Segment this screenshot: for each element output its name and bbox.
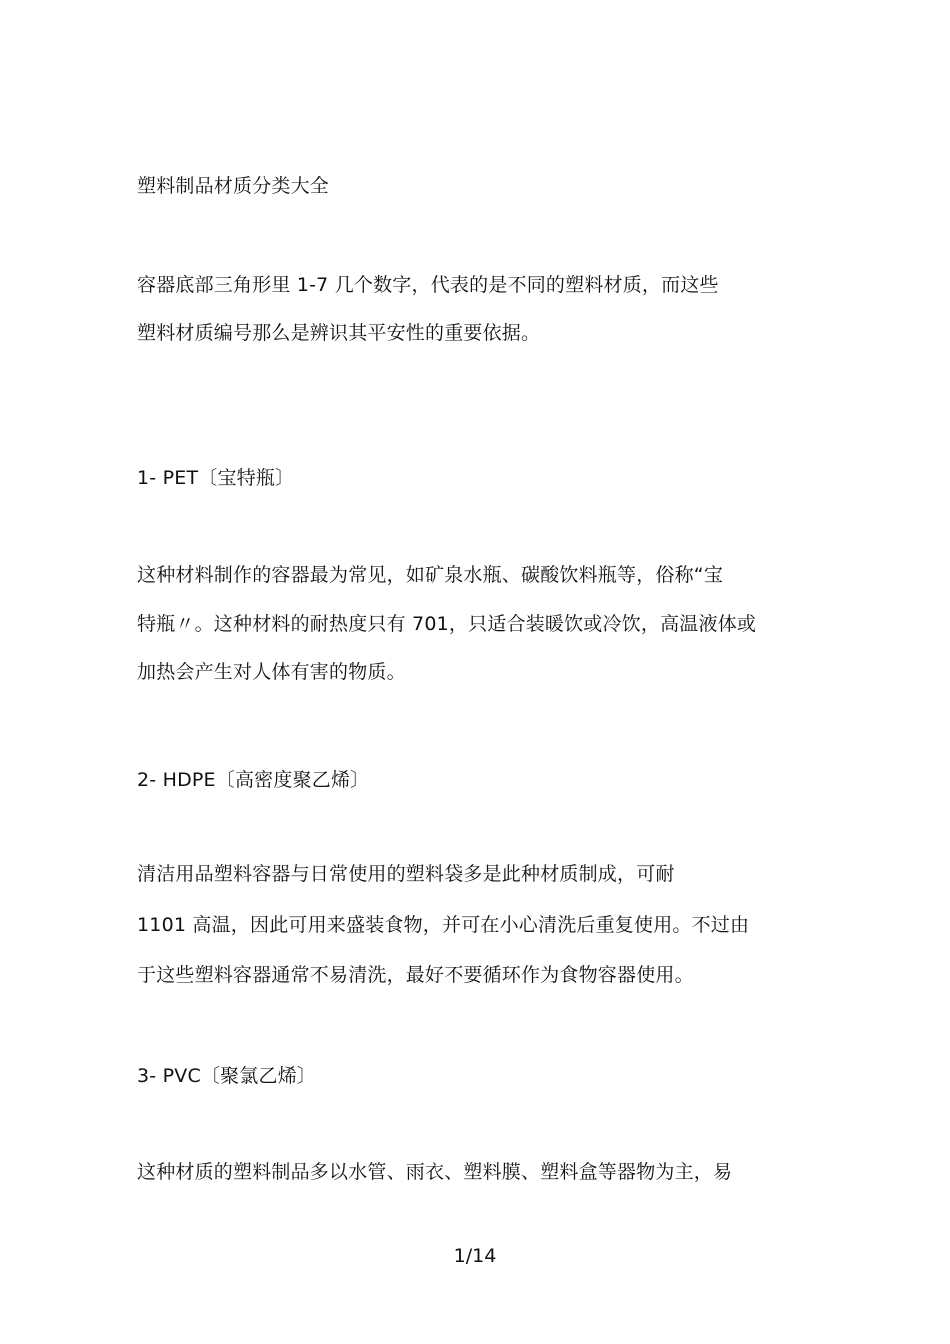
page-number: 1/14 bbox=[453, 1245, 497, 1267]
section-2-body-line-2: 1101 高温，因此可用来盛装食物，并可在小心清洗后重复使用。不过由 bbox=[137, 914, 750, 936]
intro-line-1: 容器底部三角形里 1-7 几个数字，代表的是不同的塑料材质，而这些 bbox=[137, 274, 719, 296]
intro-line-2: 塑料材质编号那么是辨识其平安性的重要依据。 bbox=[137, 322, 541, 344]
document-title: 塑料制品材质分类大全 bbox=[137, 175, 330, 197]
section-3-heading: 3- PVC〔聚氯乙烯〕 bbox=[137, 1065, 317, 1087]
section-1-body-line-3: 加热会产生对人体有害的物质。 bbox=[137, 661, 406, 683]
section-2-heading: 2- HDPE〔高密度聚乙烯〕 bbox=[137, 769, 370, 791]
section-1-body-line-1: 这种材料制作的容器最为常见，如矿泉水瓶、碳酸饮料瓶等，俗称“宝 bbox=[137, 564, 724, 586]
section-1-body-line-2: 特瓶〃。这种材料的耐热度只有 701，只适合装暖饮或冷饮，高温液体或 bbox=[137, 613, 757, 635]
section-2-body-line-3: 于这些塑料容器通常不易清洗，最好不要循环作为食物容器使用。 bbox=[137, 964, 694, 986]
section-2-body-line-1: 清洁用品塑料容器与日常使用的塑料袋多是此种材质制成，可耐 bbox=[137, 863, 675, 885]
section-1-heading: 1- PET〔宝特瓶〕 bbox=[137, 467, 295, 489]
section-3-body-line-1: 这种材质的塑料制品多以水管、雨衣、塑料膜、塑料盒等器物为主，易 bbox=[137, 1161, 733, 1183]
